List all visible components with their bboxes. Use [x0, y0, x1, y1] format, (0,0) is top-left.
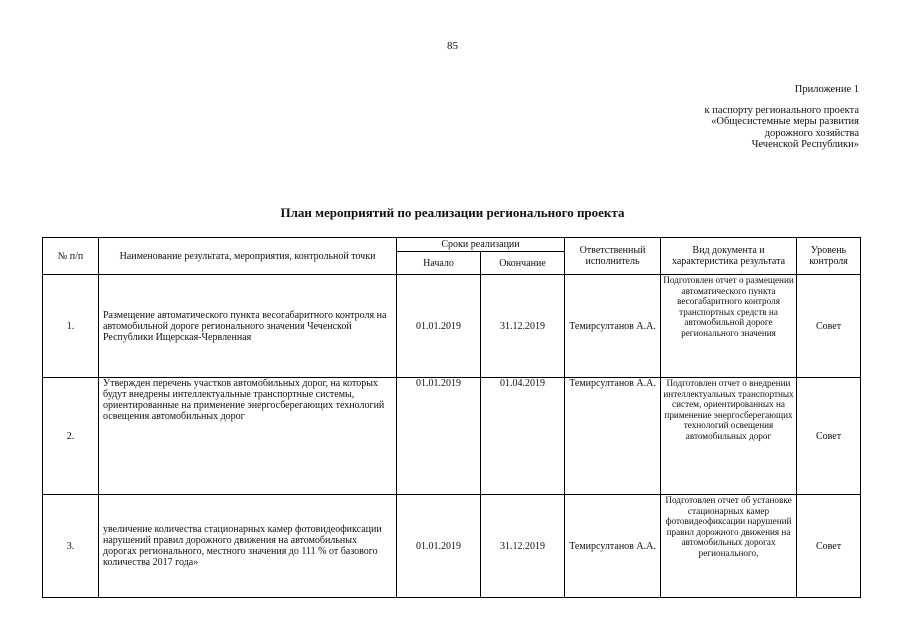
- row-level: Совет: [797, 495, 861, 598]
- row-start-date: 01.01.2019: [397, 495, 481, 598]
- appendix-line: Чеченской Республики»: [751, 139, 859, 150]
- row-responsible: Темирсултанов А.А.: [565, 378, 661, 495]
- row-document: Подготовлен отчет о размещении автоматического пункта весогабаритного контроля транспортных средств на автомобильной дороге регионального значения: [661, 275, 797, 378]
- header-end: Окончание: [481, 252, 565, 275]
- row-name: Утвержден перечень участков автомобильных дорог, на которых будут внедрены интеллектуальные транспортные системы, ориентированные на применение энергосберегающих технологий освещения автомобильных дорог: [99, 378, 397, 495]
- appendix-line: «Общесистемные меры развития: [711, 116, 859, 127]
- row-document: Подготовлен отчет об установке стационарных камер фотовидеофиксации нарушений правил дорожного движения на автомобильных дорогах регионального,: [661, 495, 797, 598]
- row-level: Совет: [797, 378, 861, 495]
- row-end-date: 31.12.2019: [481, 495, 565, 598]
- appendix-block: [599, 84, 859, 151]
- row-end-date: 01.04.2019: [481, 378, 565, 495]
- header-name: Наименование результата, мероприятия, контрольной точки: [99, 238, 397, 275]
- header-level: Уровень контроля: [797, 238, 861, 275]
- header-start: Начало: [397, 252, 481, 275]
- row-number: 2.: [43, 378, 99, 495]
- table-header-row: [43, 238, 861, 252]
- row-document: Подготовлен отчет о внедрении интеллектуальных транспортных систем, ориентированных на применение энергосберегающих технологий освещения автомобильных дорог: [661, 378, 797, 495]
- header-doc: Вид документа и характеристика результата: [661, 238, 797, 275]
- appendix-line: дорожного хозяйства: [764, 127, 859, 139]
- plan-table: [42, 237, 861, 598]
- row-end-date: 31.12.2019: [481, 275, 565, 378]
- table-row: [43, 378, 861, 495]
- appendix-title: Приложение 1: [794, 84, 859, 95]
- row-responsible: Темирсултанов А.А.: [565, 275, 661, 378]
- header-num: № п/п: [43, 238, 99, 275]
- row-responsible: Темирсултанов А.А.: [565, 495, 661, 598]
- plan-title: План мероприятий по реализации регионального проекта: [280, 205, 625, 220]
- row-name: Размещение автоматического пункта весогабаритного контроля на автомобильной дороге регионального значения Чеченской Республики Ищерская-Червленная: [99, 275, 397, 378]
- page-number: 85: [447, 40, 458, 52]
- header-period: Сроки реализации: [397, 238, 565, 252]
- row-number: 3.: [43, 495, 99, 598]
- row-start-date: 01.01.2019: [397, 275, 481, 378]
- row-name: увеличение количества стационарных камер фотовидеофиксации нарушений правил дорожного движения на автомобильных дорогах регионального, местного значения до 111 % от базового количества 2017 года»: [99, 495, 397, 598]
- table-row: [43, 275, 861, 378]
- header-responsible: Ответственный исполнитель: [565, 238, 661, 275]
- row-start-date: 01.01.2019: [397, 378, 481, 495]
- appendix-line: к паспорту регионального проекта: [704, 104, 859, 116]
- row-number: 1.: [43, 275, 99, 378]
- row-level: Совет: [797, 275, 861, 378]
- table-row: [43, 495, 861, 598]
